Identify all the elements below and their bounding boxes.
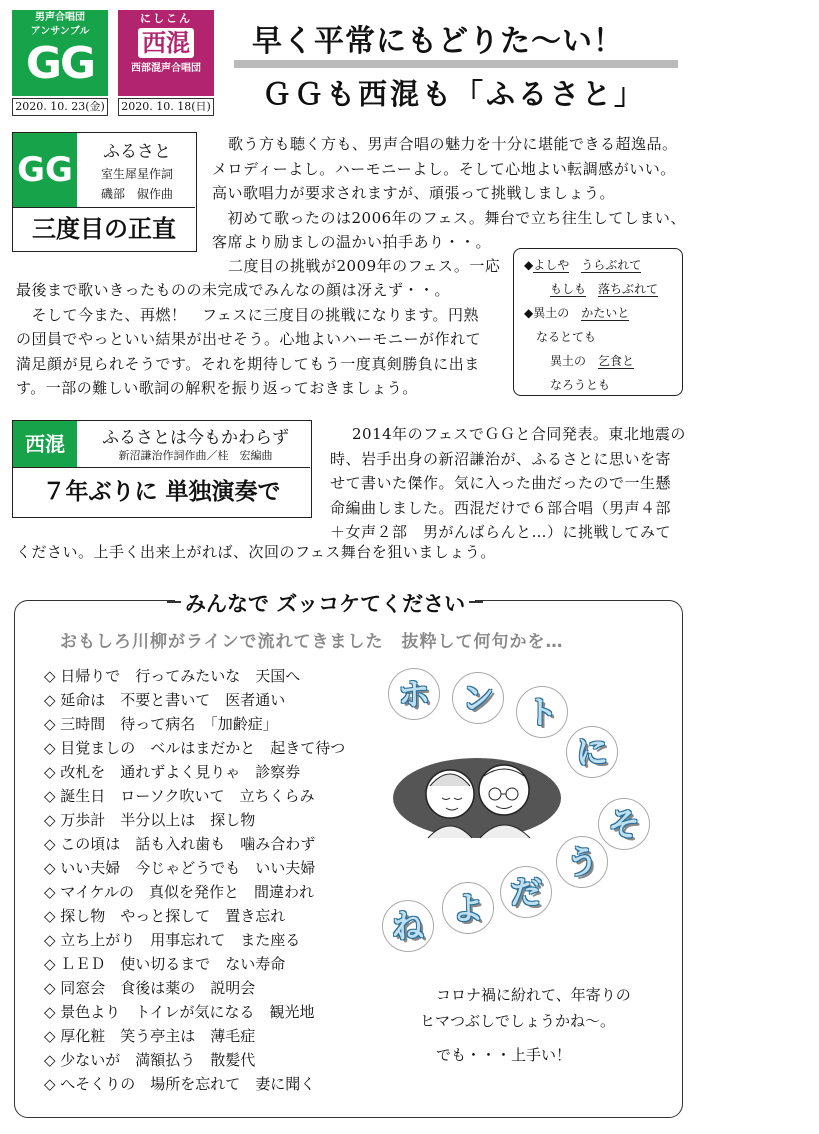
list-item: ◇ 誕生日 ローソク吹いて 立ちくらみ	[44, 787, 315, 805]
senryu-heading: みんなで ズッコケてください	[175, 588, 475, 618]
lyric-line: なろうとも	[550, 378, 611, 392]
nishikon-song-title: ふるさとは今もかわらず	[102, 428, 289, 448]
text-line: 歌う方も聴く方も、男声合唱の魅力を十分に堪能できる超逸品。	[228, 135, 678, 153]
gg-logo-top: 男声合唱団	[35, 12, 85, 23]
text-line: 初めて歌ったのは2006年のフェス。舞台で立ち往生してしまい、	[212, 208, 686, 227]
list-item: ◇ 目覚ましの ベルはまだかと 起きて待つ	[44, 739, 346, 757]
list-item: ◇ へそくりの 場所を忘れて 妻に聞く	[44, 1075, 316, 1093]
text-line: の団員でやっといい結果が出せそう。心地よいハーモニーが作れて	[16, 330, 482, 348]
list-item: ◇ いい夫婦 今じゃどうでも いい夫婦	[44, 859, 316, 877]
text-line: 客席より励ましの温かい拍手あり・・。	[212, 233, 492, 251]
text-line: ＋女声２部 男がんばらんと…）に挑戦してみて	[330, 523, 672, 541]
gg-date: 2020. 10. 23(金)	[12, 98, 108, 116]
list-item: ◇ 同窓会 食後は薬の 説明会	[44, 979, 256, 997]
bubble-char: ホ	[388, 668, 440, 720]
gg-logo-sub: アンサンブル	[30, 26, 90, 37]
closing-note-2: ヒマつぶしでしょうかね〜。	[420, 1012, 616, 1030]
gg-paragraph2	[16, 278, 511, 401]
list-item: ◇ 景色より トイレが気になる 観光地	[44, 1003, 315, 1021]
lyric-line: ◆よしや うらぶれて	[524, 258, 642, 272]
text-line: 最後まで歌いきったものの未完成でみんなの顔は冴えず・・。	[16, 281, 451, 299]
bubble-char: そ	[598, 798, 650, 850]
text-line: 2014年のフェスでＧＧと合同発表。東北地震の	[352, 425, 686, 443]
closing-note-3: でも・・・上手い！	[436, 1046, 572, 1064]
elderly-couple-illustration	[392, 752, 562, 840]
gg-composer: 磯部 俶作曲	[100, 187, 173, 201]
gg-paragraph	[212, 132, 692, 255]
bubble-char: ト	[516, 686, 568, 738]
lyric-line: 異土の 乞食と	[550, 354, 635, 368]
gg-song-title: ふるさと	[103, 142, 171, 162]
senryu-list	[44, 664, 345, 1096]
list-item: ◇ 改札を 通れずよく見りゃ 診察券	[44, 763, 301, 781]
list-item: ◇ 立ち上がり 用事忘れて また座る	[44, 931, 301, 949]
list-item: ◇ 探し物 やっと探して 置き忘れ	[44, 907, 286, 925]
nishikon-badge: 西混	[13, 421, 77, 467]
bubble-char: よ	[442, 882, 494, 934]
list-item: ◇ マイケルの 真似を発作と 間違われ	[44, 883, 314, 901]
nishikon-logo-bottom: 西部混声合唱団	[131, 63, 201, 74]
text-line: 時、岩手出身の新沼謙治が、ふるさとに思いを寄	[330, 449, 672, 468]
nishikon-paragraph-last: ください。上手く出来上がれば、次回のフェス舞台を狙いましょう。	[16, 543, 496, 561]
list-item: ◇ 厚化粧 笑う亭主は 薄毛症	[44, 1027, 256, 1045]
bubble-char: に	[566, 726, 618, 778]
page-title: 早く平常にもどりた〜い！	[252, 24, 624, 59]
gg-logo-mark: GG	[25, 38, 95, 89]
list-item: ◇ 三時間 待って病名 「加齢症」	[44, 715, 278, 733]
text-line: 命編曲しました。西混だけで６部合唱（男声４部	[330, 498, 672, 517]
text-line: そして今また、再燃！ フェスに三度目の挑戦になります。円熟	[16, 305, 480, 324]
text-line: 高い歌唱力が要求されますが、頑張って挑戦しましょう。	[212, 184, 616, 202]
list-item: ◇ 万歩計 半分以上は 探し物	[44, 811, 256, 829]
bubble-char: う	[556, 836, 608, 888]
text-line: メロディーよし。ハーモニーよし。そして心地よい転調感がいい。	[212, 159, 676, 178]
text-line: す。一部の難しい歌詞の解釈を振り返っておきましょう。	[16, 379, 418, 397]
bubble-char: ね	[382, 900, 434, 952]
nishikon-headline: ７年ぶりに 単独演奏で	[13, 467, 310, 517]
page-subtitle: ＧＧも西混も「ふるさと」	[262, 77, 647, 111]
list-item: ◇ 少ないが 満額払う 散髪代	[44, 1051, 256, 1069]
senryu-intro: おもしろ川柳がラインで流れてきました 抜粋して何句かを…	[60, 632, 564, 652]
nishikon-logo-mark: 西混	[138, 28, 194, 58]
closing-note-1: コロナ禍に紛れて、年寄りの	[436, 986, 631, 1004]
nishikon-paragraph	[330, 422, 695, 545]
list-item: ◇ この頃は 話も入れ歯も 噛み合わず	[44, 835, 316, 853]
gg-badge: GG	[13, 133, 77, 207]
text-line: せて書いた傑作。気に入った曲だったので一生懸	[330, 474, 672, 492]
gg-song-box	[12, 132, 197, 252]
title-divider	[234, 60, 678, 68]
nishikon-song-box	[12, 420, 312, 518]
list-item: ◇ ＬＥＤ 使い切るまで ない寿命	[44, 955, 286, 973]
list-item: ◇ 日帰りで 行ってみたいな 天国へ	[44, 667, 301, 685]
nishikon-date: 2020. 10. 18(日)	[118, 98, 214, 116]
list-item: ◇ 延命は 不要と書いて 医者通い	[44, 691, 286, 709]
nishikon-credit: 新沼謙治作詞作曲／桂 宏編曲	[118, 449, 273, 462]
text-line: 満足顔が見られそうです。それを期待してもう一度真剣勝負に出ま	[16, 354, 480, 373]
lyrics-note-box	[513, 248, 683, 396]
gg-lyricist: 室生犀星作詞	[100, 167, 173, 181]
gg-logo	[12, 10, 108, 96]
lyric-line: なるとても	[536, 330, 597, 344]
gg-headline: 三度目の正直	[13, 207, 195, 251]
nishikon-logo-top: にしこん	[140, 12, 192, 25]
lyric-line: ◆異土の かたいと	[524, 306, 630, 320]
bubble-char: だ	[500, 866, 552, 918]
lyric-line: もしも 落ちぶれて	[550, 282, 659, 296]
gg-paragraph2-first: 二度目の挑戦が2009年のフェス。一応	[228, 257, 501, 275]
nishikon-logo	[118, 10, 214, 96]
bubble-char: ン	[452, 672, 504, 724]
